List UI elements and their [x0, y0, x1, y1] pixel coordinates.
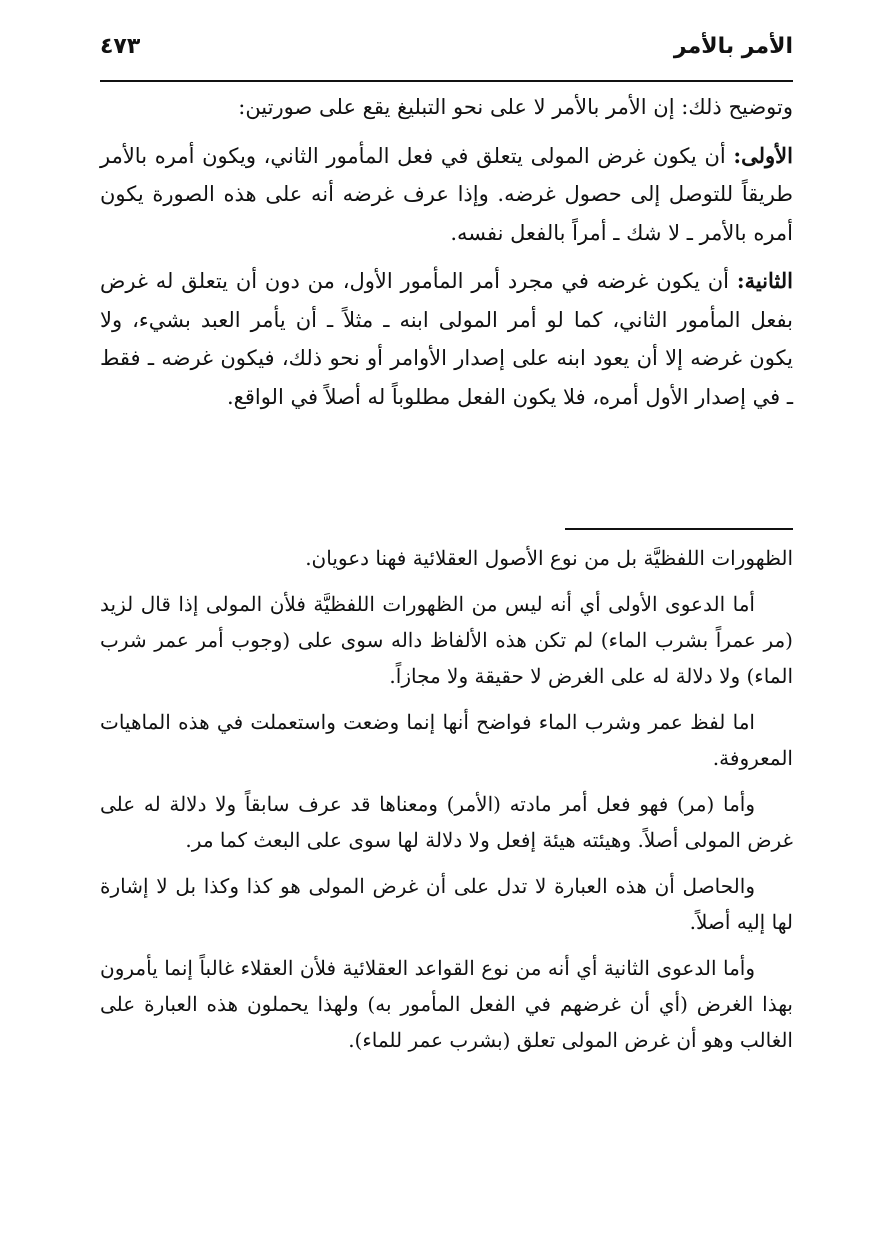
second-case-lead: الثانية: [736, 268, 793, 293]
footnote-divider [565, 528, 793, 530]
first-case-lead: الأولى: [733, 142, 793, 168]
intro-paragraph: وتوضيح ذلك: إن الأمر بالأمر لا على نحو التبليغ يقع على صورتين: [238, 95, 793, 119]
first-case-text: أن يكون غرض المولى يتعلق في فعل المأمور الثاني، ويكون أمره بالأمر طريقاً للتوصل إلى حصول غرضه. وإذا عرف غرضه أنه على هذه الصورة يكون أمره بالأمر ـ لا شك ـ أمراً بالفعل نفسه. [100, 143, 793, 245]
footnote-paragraph: والحاصل أن هذه العبارة لا تدل على أن غرض المولى هو كذا وكذا بل لا إشارة لها إليه أصلاً. [100, 874, 793, 934]
footnote-paragraph: اما لفظ عمر وشرب الماء فواضح أنها إنما وضعت واستعملت في هذه الماهيات المعروفة. [100, 710, 793, 770]
running-title: الأمر بالأمر [673, 33, 793, 59]
first-case-paragraph [100, 137, 793, 253]
footnote-paragraph: أما الدعوى الأولى أي أنه ليس من الظهورات اللفظيَّة فلأن المولى إذا قال لزيد (مر عمراً بشرب الماء) لم تكن هذه الألفاظ داله سوى على (وجوب أمر عمر شرب الماء) ولا دلالة له على الغرض لا حقيقة ولا مجازاً. [100, 592, 793, 688]
page-number: ٤٧٣ [100, 33, 141, 59]
footnote-paragraph: وأما الدعوى الثانية أي أنه من نوع القواعد العقلائية فلأن العقلاء غالباً إنما يأمرون بهذا الغرض (أي أن غرضهم في الفعل المأمور به) ولهذا يحملون هذه العبارة على الغالب وهو أن غرض المولى تعلق (بشرب عمر للماء). [100, 956, 793, 1052]
footnote-paragraph: وأما (مر) فهو فعل أمر مادته (الأمر) ومعناها قد عرف سابقاً ولا دلالة له على غرض المولى أصلاً. وهيئته هيئة إفعل ولا دلالة لها سوى على البعث كما مر. [100, 792, 793, 852]
header-divider [100, 80, 793, 82]
main-text [100, 88, 793, 426]
footnotes [100, 540, 793, 1068]
page-header [100, 26, 793, 66]
footnote-paragraph: الظهورات اللفظيَّة بل من نوع الأصول العقلائية فهنا دعويان. [305, 546, 793, 570]
second-case-text: أن يكون غرضه في مجرد أمر المأمور الأول، من دون أن يتعلق له غرض بفعل المأمور الثاني، كما لو أمر المولى ابنه ـ مثلاً ـ أن يأمر العبد بشيء، ولا يكون غرضه إلا أن يعود ابنه على إصدار الأوامر أو نحو ذلك، فيكون غرضه ـ فقط ـ في إصدار الأول أمره، فلا يكون الفعل مطلوباً له أصلاً في الواقع. [100, 269, 793, 409]
second-case-paragraph [100, 262, 793, 416]
